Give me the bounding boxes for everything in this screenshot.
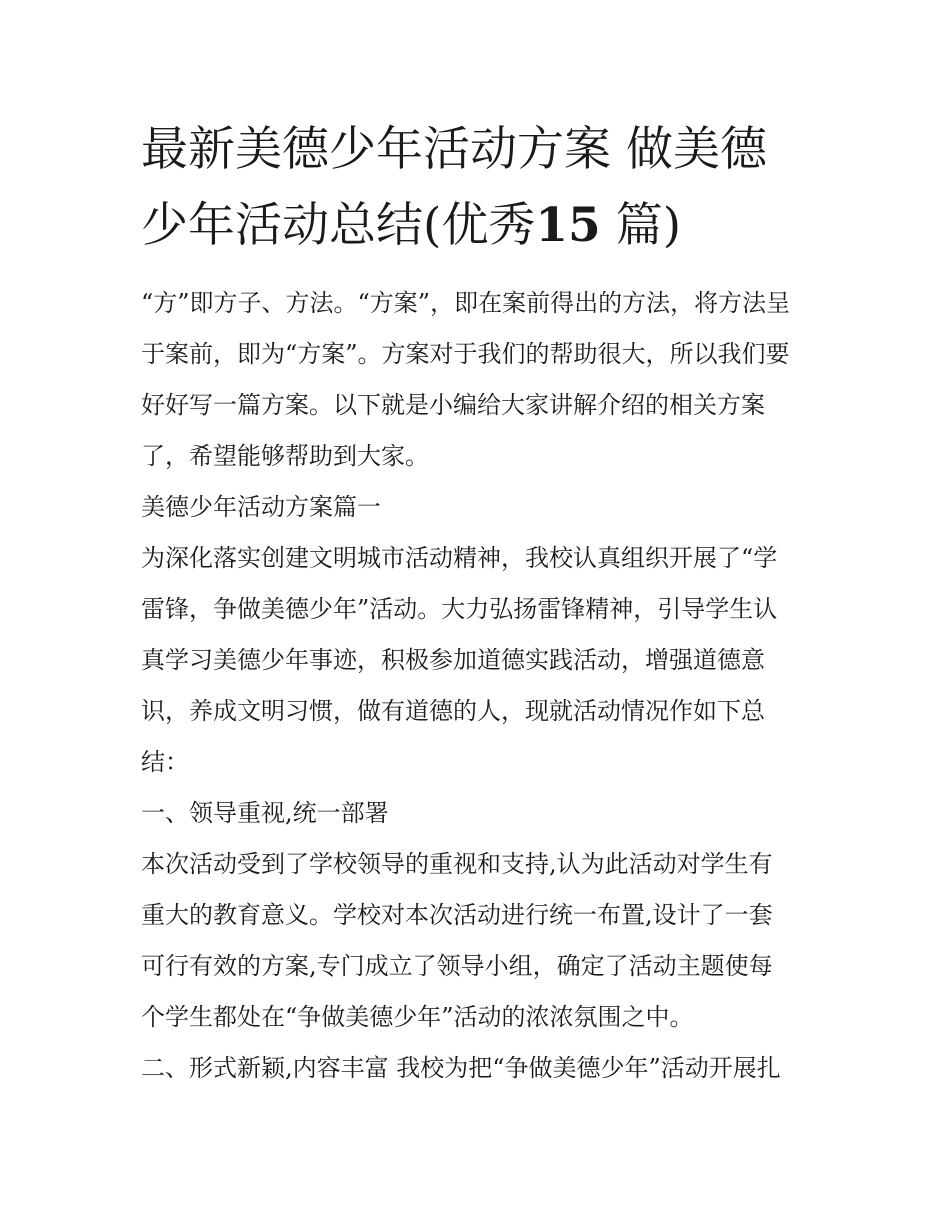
- body-line: 本次活动受到了学校领导的重视和支持,认为此活动对学生有: [141, 850, 773, 878]
- title-count: 15: [535, 198, 601, 253]
- body-line: “方”即方子、方法。“方案”，即在案前得出的方法，将方法呈: [141, 289, 791, 317]
- section-heading: 美德少年活动方案篇一: [141, 493, 381, 521]
- body-line: 可行有效的方案,专门成立了领导小组，确定了活动主题使每: [141, 952, 773, 980]
- body-line: 为深化落实创建文明城市活动精神，我校认真组织开展了“学: [141, 544, 778, 572]
- subheading: 二、形式新颖,内容丰富 我校为把“争做美德少年”活动开展扎: [141, 1054, 781, 1082]
- body-line: 了，希望能够帮助到大家。: [141, 442, 429, 470]
- title-line-2-text: 少年活动总结(优秀: [141, 198, 536, 253]
- body-line: 个学生都处在“争做美德少年”活动的浓浓氛围之中。: [141, 1003, 694, 1031]
- title-line-1: 最新美德少年活动方案 做美德: [141, 122, 767, 177]
- document-body: [141, 278, 811, 1094]
- body-line: 于案前，即为“方案”。方案对于我们的帮助很大，所以我们要: [141, 340, 790, 368]
- document-page: [141, 112, 811, 1094]
- body-line: 真学习美德少年事迹，积极参加道德实践活动，增强道德意: [141, 646, 765, 674]
- body-line: 结：: [141, 748, 189, 776]
- document-title: [141, 112, 811, 264]
- body-line: 好好写一篇方案。以下就是小编给大家讲解介绍的相关方案: [141, 391, 765, 419]
- body-line: 识，养成文明习惯，做有道德的人，现就活动情况作如下总: [141, 697, 765, 725]
- title-line-2-end: 篇): [600, 198, 682, 253]
- title-line-2: [141, 188, 811, 264]
- body-line: 雷锋，争做美德少年”活动。大力弘扬雷锋精神，引导学生认: [141, 595, 778, 623]
- body-line: 重大的教育意义。学校对本次活动进行统一布置,设计了一套: [141, 901, 773, 929]
- subheading: 一、领导重视,统一部署: [141, 799, 389, 827]
